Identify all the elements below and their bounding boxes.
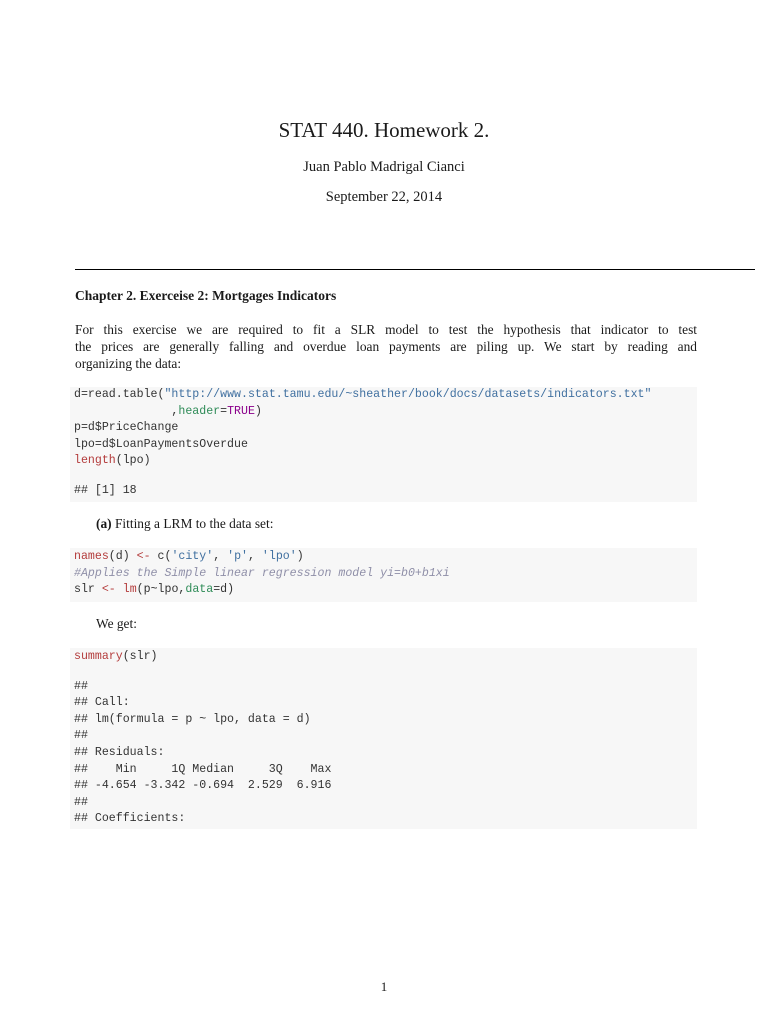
code-output-line: ## -4.654 -3.342 -0.694 2.529 6.916 <box>74 779 332 793</box>
page-number: 1 <box>380 979 388 994</box>
code-token <box>116 583 123 596</box>
code-token: ) <box>254 404 262 418</box>
code-token: ) <box>296 550 304 563</box>
code-block-summary <box>70 648 697 829</box>
code-output-line: ## <box>74 679 88 693</box>
code-token: =d) <box>213 583 235 597</box>
code-output-line: ## Call: <box>74 696 130 710</box>
code-token: (p~lpo, <box>136 583 186 597</box>
intro-line: organizing the data: <box>75 356 182 371</box>
code-constant: TRUE <box>227 404 255 418</box>
code-line <box>74 549 697 566</box>
document-title: STAT 440. Homework 2. <box>278 118 490 142</box>
code-line: p=d$PriceChange <box>74 421 179 435</box>
section-heading: Chapter 2. Exerceise 2: Mortgages Indicators <box>75 288 337 303</box>
code-arg: data <box>185 583 214 597</box>
we-get-text: We get: <box>96 616 137 631</box>
code-line <box>74 387 697 404</box>
code-arg: header <box>178 404 221 418</box>
code-gap <box>74 666 697 679</box>
code-token: , <box>247 550 262 563</box>
code-block-fit-model <box>70 548 697 602</box>
code-line: lpo=d$LoanPaymentsOverdue <box>74 437 248 451</box>
code-token: , <box>74 404 179 418</box>
code-operator: <- <box>136 550 151 563</box>
code-token: (lpo) <box>115 454 151 468</box>
code-output-line: ## <box>74 795 88 809</box>
code-output-line: ## [1] 18 <box>74 483 137 497</box>
code-string: "http://www.stat.tamu.edu/~sheather/book/docs/datasets/indicators.txt" <box>164 388 652 401</box>
code-operator: <- <box>101 583 116 597</box>
code-token: , <box>213 550 228 563</box>
code-token: (slr) <box>122 650 158 663</box>
code-line <box>74 453 697 470</box>
code-token: = <box>220 404 228 418</box>
part-a-label <box>96 516 273 532</box>
intro-line: For this exercise we are required to fit a SLR model to test the hypothesis that indicator to test <box>75 322 697 337</box>
document-author: Juan Pablo Madrigal Cianci <box>303 159 465 175</box>
code-output-line: ## <box>74 729 88 743</box>
code-token: (d) <box>108 550 137 563</box>
code-output-line: ## lm(formula = p ~ lpo, data = d) <box>74 712 311 726</box>
horizontal-rule <box>75 269 755 270</box>
code-output-line: ## Residuals: <box>74 745 165 759</box>
code-string: 'city' <box>171 550 214 563</box>
code-comment: #Applies the Simple linear regression model yi=b0+b1xi <box>74 566 450 580</box>
code-line <box>74 582 697 599</box>
code-token: d=read.table( <box>74 388 165 401</box>
code-line <box>74 649 697 666</box>
code-string: 'p' <box>227 550 248 563</box>
code-function: summary <box>74 650 123 663</box>
code-function: lm <box>122 583 137 597</box>
intro-paragraph <box>75 321 697 372</box>
code-function: names <box>74 550 109 563</box>
code-token: c( <box>150 550 172 563</box>
part-a-marker: (a) <box>96 516 112 531</box>
intro-line: the prices are generally falling and overdue loan payments are piling up. We start by reading and <box>75 339 697 354</box>
code-line <box>74 404 697 421</box>
code-string: 'lpo' <box>261 550 297 563</box>
code-output-line: ## Min 1Q Median 3Q Max <box>74 762 332 776</box>
code-block-read-data <box>70 387 697 502</box>
code-function: length <box>74 454 116 468</box>
code-token: slr <box>74 583 102 597</box>
code-gap <box>74 470 697 483</box>
document-date: September 22, 2014 <box>325 189 443 205</box>
code-output-line: ## Coefficients: <box>74 812 186 826</box>
part-a-text: Fitting a LRM to the data set: <box>111 516 274 531</box>
